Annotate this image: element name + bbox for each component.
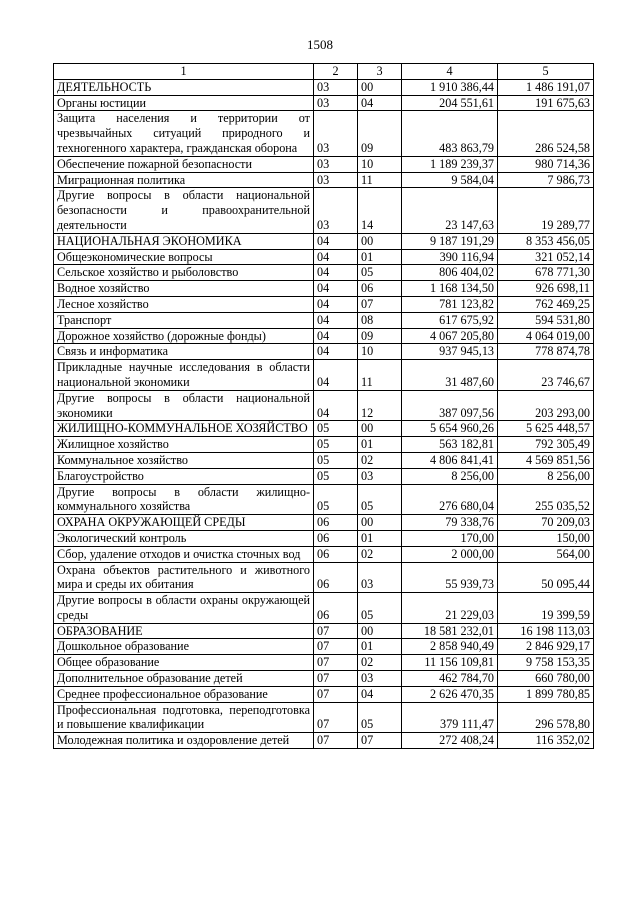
section-code-cell: 06 (314, 562, 358, 593)
table-row (54, 156, 594, 172)
amount-col4-cell: 4 067 205,80 (402, 328, 498, 344)
table-row (54, 111, 594, 156)
subsection-code-cell: 12 (358, 390, 402, 421)
table-row (54, 249, 594, 265)
row-name-cell: Защита населения и территории от чрезвычайных ситуаций природного и техногенного характера, гражданская оборона (54, 111, 314, 156)
row-name-cell: Сельское хозяйство и рыболовство (54, 265, 314, 281)
row-name-cell: Жилищное хозяйство (54, 437, 314, 453)
amount-col5-cell: 286 524,58 (498, 111, 594, 156)
row-name-cell: Связь и информатика (54, 344, 314, 360)
section-code-cell: 04 (314, 328, 358, 344)
amount-col5-cell: 150,00 (498, 530, 594, 546)
amount-col4-cell: 462 784,70 (402, 671, 498, 687)
subsection-code-cell: 01 (358, 530, 402, 546)
subsection-code-cell: 04 (358, 686, 402, 702)
subsection-code-cell: 05 (358, 593, 402, 624)
row-name-cell: Охрана объектов растительного и животного мира и среды их обитания (54, 562, 314, 593)
row-name-cell: Другие вопросы в области жилищно-коммунального хозяйства (54, 484, 314, 515)
header-cell: 4 (402, 64, 498, 80)
amount-col4-cell: 2 858 940,49 (402, 639, 498, 655)
amount-col4-cell: 2 000,00 (402, 546, 498, 562)
subsection-code-cell: 09 (358, 328, 402, 344)
amount-col4-cell: 563 182,81 (402, 437, 498, 453)
table-row (54, 344, 594, 360)
table-row (54, 390, 594, 421)
section-code-cell: 06 (314, 515, 358, 531)
row-name-cell: Обеспечение пожарной безопасности (54, 156, 314, 172)
subsection-code-cell: 01 (358, 249, 402, 265)
row-name-cell: Другие вопросы в области национальной безопасности и правоохранительной деятельности (54, 188, 314, 233)
section-code-cell: 06 (314, 593, 358, 624)
section-code-cell: 06 (314, 546, 358, 562)
table-row (54, 437, 594, 453)
row-name-cell: ОХРАНА ОКРУЖАЮЩЕЙ СРЕДЫ (54, 515, 314, 531)
subsection-code-cell: 04 (358, 95, 402, 111)
section-code-cell: 04 (314, 296, 358, 312)
subsection-code-cell: 00 (358, 421, 402, 437)
subsection-code-cell: 00 (358, 515, 402, 531)
amount-col4-cell: 276 680,04 (402, 484, 498, 515)
subsection-code-cell: 07 (358, 296, 402, 312)
table-row (54, 296, 594, 312)
subsection-code-cell: 01 (358, 437, 402, 453)
section-code-cell: 05 (314, 452, 358, 468)
subsection-code-cell: 00 (358, 79, 402, 95)
amount-col4-cell: 483 863,79 (402, 111, 498, 156)
amount-col4-cell: 781 123,82 (402, 296, 498, 312)
subsection-code-cell: 00 (358, 623, 402, 639)
table-row (54, 546, 594, 562)
row-name-cell: Профессиональная подготовка, переподготовка и повышение квалификации (54, 702, 314, 733)
amount-col4-cell: 272 408,24 (402, 733, 498, 749)
amount-col5-cell: 4 569 851,56 (498, 452, 594, 468)
amount-col5-cell: 1 486 191,07 (498, 79, 594, 95)
section-code-cell: 04 (314, 233, 358, 249)
row-name-cell: Лесное хозяйство (54, 296, 314, 312)
amount-col5-cell: 16 198 113,03 (498, 623, 594, 639)
subsection-code-cell: 14 (358, 188, 402, 233)
section-code-cell: 04 (314, 390, 358, 421)
section-code-cell: 05 (314, 421, 358, 437)
amount-col4-cell: 5 654 960,26 (402, 421, 498, 437)
table-row (54, 233, 594, 249)
table-row (54, 686, 594, 702)
amount-col4-cell: 170,00 (402, 530, 498, 546)
row-name-cell: Благоустройство (54, 468, 314, 484)
row-name-cell: Прикладные научные исследования в области национальной экономики (54, 360, 314, 391)
row-name-cell: Среднее профессиональное образование (54, 686, 314, 702)
subsection-code-cell: 03 (358, 671, 402, 687)
amount-col5-cell: 19 399,59 (498, 593, 594, 624)
section-code-cell: 04 (314, 360, 358, 391)
section-code-cell: 05 (314, 484, 358, 515)
amount-col4-cell: 937 945,13 (402, 344, 498, 360)
table-row (54, 188, 594, 233)
amount-col4-cell: 806 404,02 (402, 265, 498, 281)
table-row (54, 468, 594, 484)
amount-col5-cell: 678 771,30 (498, 265, 594, 281)
table-row (54, 639, 594, 655)
header-cell: 3 (358, 64, 402, 80)
amount-col4-cell: 9 584,04 (402, 172, 498, 188)
amount-col5-cell: 4 064 019,00 (498, 328, 594, 344)
amount-col4-cell: 23 147,63 (402, 188, 498, 233)
table-row (54, 484, 594, 515)
amount-col4-cell: 8 256,00 (402, 468, 498, 484)
amount-col5-cell: 792 305,49 (498, 437, 594, 453)
amount-col5-cell: 762 469,25 (498, 296, 594, 312)
row-name-cell: Другие вопросы в области национальной экономики (54, 390, 314, 421)
section-code-cell: 07 (314, 702, 358, 733)
amount-col4-cell: 204 551,61 (402, 95, 498, 111)
row-name-cell: Сбор, удаление отходов и очистка сточных вод (54, 546, 314, 562)
section-code-cell: 03 (314, 188, 358, 233)
table-row (54, 95, 594, 111)
row-name-cell: Дополнительное образование детей (54, 671, 314, 687)
budget-table (53, 63, 594, 749)
subsection-code-cell: 05 (358, 265, 402, 281)
amount-col5-cell: 296 578,80 (498, 702, 594, 733)
row-name-cell: Другие вопросы в области охраны окружающей среды (54, 593, 314, 624)
table-row (54, 172, 594, 188)
table-row (54, 265, 594, 281)
section-code-cell: 04 (314, 281, 358, 297)
table-row (54, 593, 594, 624)
row-name-cell: Общеэкономические вопросы (54, 249, 314, 265)
amount-col4-cell: 9 187 191,29 (402, 233, 498, 249)
amount-col5-cell: 191 675,63 (498, 95, 594, 111)
amount-col5-cell: 8 353 456,05 (498, 233, 594, 249)
table-row (54, 562, 594, 593)
table-row (54, 360, 594, 391)
table-row (54, 281, 594, 297)
subsection-code-cell: 06 (358, 281, 402, 297)
amount-col5-cell: 70 209,03 (498, 515, 594, 531)
subsection-code-cell: 10 (358, 156, 402, 172)
amount-col5-cell: 321 052,14 (498, 249, 594, 265)
amount-col4-cell: 11 156 109,81 (402, 655, 498, 671)
page-number: 1508 (307, 37, 333, 52)
header-cell: 1 (54, 64, 314, 80)
section-code-cell: 03 (314, 111, 358, 156)
subsection-code-cell: 00 (358, 233, 402, 249)
section-code-cell: 03 (314, 79, 358, 95)
table-row (54, 655, 594, 671)
amount-col5-cell: 778 874,78 (498, 344, 594, 360)
section-code-cell: 03 (314, 156, 358, 172)
amount-col5-cell: 7 986,73 (498, 172, 594, 188)
amount-col4-cell: 1 189 239,37 (402, 156, 498, 172)
subsection-code-cell: 03 (358, 468, 402, 484)
amount-col4-cell: 21 229,03 (402, 593, 498, 624)
row-name-cell: ОБРАЗОВАНИЕ (54, 623, 314, 639)
subsection-code-cell: 02 (358, 546, 402, 562)
row-name-cell: Миграционная политика (54, 172, 314, 188)
section-code-cell: 07 (314, 671, 358, 687)
row-name-cell: Экологический контроль (54, 530, 314, 546)
amount-col5-cell: 926 698,11 (498, 281, 594, 297)
amount-col5-cell: 116 352,02 (498, 733, 594, 749)
table-row (54, 623, 594, 639)
amount-col4-cell: 18 581 232,01 (402, 623, 498, 639)
table-row (54, 530, 594, 546)
table-header-row (54, 64, 594, 80)
row-name-cell: НАЦИОНАЛЬНАЯ ЭКОНОМИКА (54, 233, 314, 249)
section-code-cell: 04 (314, 249, 358, 265)
table-row (54, 702, 594, 733)
amount-col5-cell: 564,00 (498, 546, 594, 562)
subsection-code-cell: 02 (358, 655, 402, 671)
table-row (54, 328, 594, 344)
amount-col5-cell: 980 714,36 (498, 156, 594, 172)
section-code-cell: 07 (314, 623, 358, 639)
amount-col4-cell: 55 939,73 (402, 562, 498, 593)
section-code-cell: 07 (314, 655, 358, 671)
amount-col5-cell: 203 293,00 (498, 390, 594, 421)
section-code-cell: 06 (314, 530, 358, 546)
header-cell: 5 (498, 64, 594, 80)
row-name-cell: Общее образование (54, 655, 314, 671)
amount-col5-cell: 50 095,44 (498, 562, 594, 593)
table-row (54, 515, 594, 531)
table-row (54, 312, 594, 328)
row-name-cell: ДЕЯТЕЛЬНОСТЬ (54, 79, 314, 95)
amount-col4-cell: 2 626 470,35 (402, 686, 498, 702)
row-name-cell: Коммунальное хозяйство (54, 452, 314, 468)
section-code-cell: 03 (314, 172, 358, 188)
subsection-code-cell: 03 (358, 562, 402, 593)
amount-col5-cell: 23 746,67 (498, 360, 594, 391)
amount-col5-cell: 19 289,77 (498, 188, 594, 233)
table-row (54, 79, 594, 95)
section-code-cell: 05 (314, 468, 358, 484)
amount-col5-cell: 9 758 153,35 (498, 655, 594, 671)
section-code-cell: 04 (314, 344, 358, 360)
amount-col5-cell: 2 846 929,17 (498, 639, 594, 655)
section-code-cell: 04 (314, 265, 358, 281)
amount-col4-cell: 617 675,92 (402, 312, 498, 328)
subsection-code-cell: 09 (358, 111, 402, 156)
subsection-code-cell: 11 (358, 360, 402, 391)
section-code-cell: 07 (314, 733, 358, 749)
table-row (54, 671, 594, 687)
amount-col5-cell: 8 256,00 (498, 468, 594, 484)
amount-col5-cell: 255 035,52 (498, 484, 594, 515)
row-name-cell: Органы юстиции (54, 95, 314, 111)
amount-col4-cell: 1 168 134,50 (402, 281, 498, 297)
amount-col5-cell: 594 531,80 (498, 312, 594, 328)
row-name-cell: Дорожное хозяйство (дорожные фонды) (54, 328, 314, 344)
amount-col5-cell: 5 625 448,57 (498, 421, 594, 437)
section-code-cell: 03 (314, 95, 358, 111)
amount-col4-cell: 4 806 841,41 (402, 452, 498, 468)
subsection-code-cell: 08 (358, 312, 402, 328)
row-name-cell: Водное хозяйство (54, 281, 314, 297)
section-code-cell: 04 (314, 312, 358, 328)
subsection-code-cell: 01 (358, 639, 402, 655)
row-name-cell: Дошкольное образование (54, 639, 314, 655)
amount-col4-cell: 1 910 386,44 (402, 79, 498, 95)
amount-col4-cell: 31 487,60 (402, 360, 498, 391)
amount-col4-cell: 390 116,94 (402, 249, 498, 265)
table-row (54, 452, 594, 468)
section-code-cell: 05 (314, 437, 358, 453)
header-cell: 2 (314, 64, 358, 80)
amount-col5-cell: 660 780,00 (498, 671, 594, 687)
amount-col5-cell: 1 899 780,85 (498, 686, 594, 702)
amount-col4-cell: 379 111,47 (402, 702, 498, 733)
amount-col4-cell: 79 338,76 (402, 515, 498, 531)
table-row (54, 733, 594, 749)
subsection-code-cell: 07 (358, 733, 402, 749)
row-name-cell: Молодежная политика и оздоровление детей (54, 733, 314, 749)
section-code-cell: 07 (314, 639, 358, 655)
amount-col4-cell: 387 097,56 (402, 390, 498, 421)
subsection-code-cell: 10 (358, 344, 402, 360)
subsection-code-cell: 05 (358, 484, 402, 515)
subsection-code-cell: 05 (358, 702, 402, 733)
row-name-cell: Транспорт (54, 312, 314, 328)
table-row (54, 421, 594, 437)
row-name-cell: ЖИЛИЩНО-КОММУНАЛЬНОЕ ХОЗЯЙСТВО (54, 421, 314, 437)
subsection-code-cell: 11 (358, 172, 402, 188)
section-code-cell: 07 (314, 686, 358, 702)
subsection-code-cell: 02 (358, 452, 402, 468)
